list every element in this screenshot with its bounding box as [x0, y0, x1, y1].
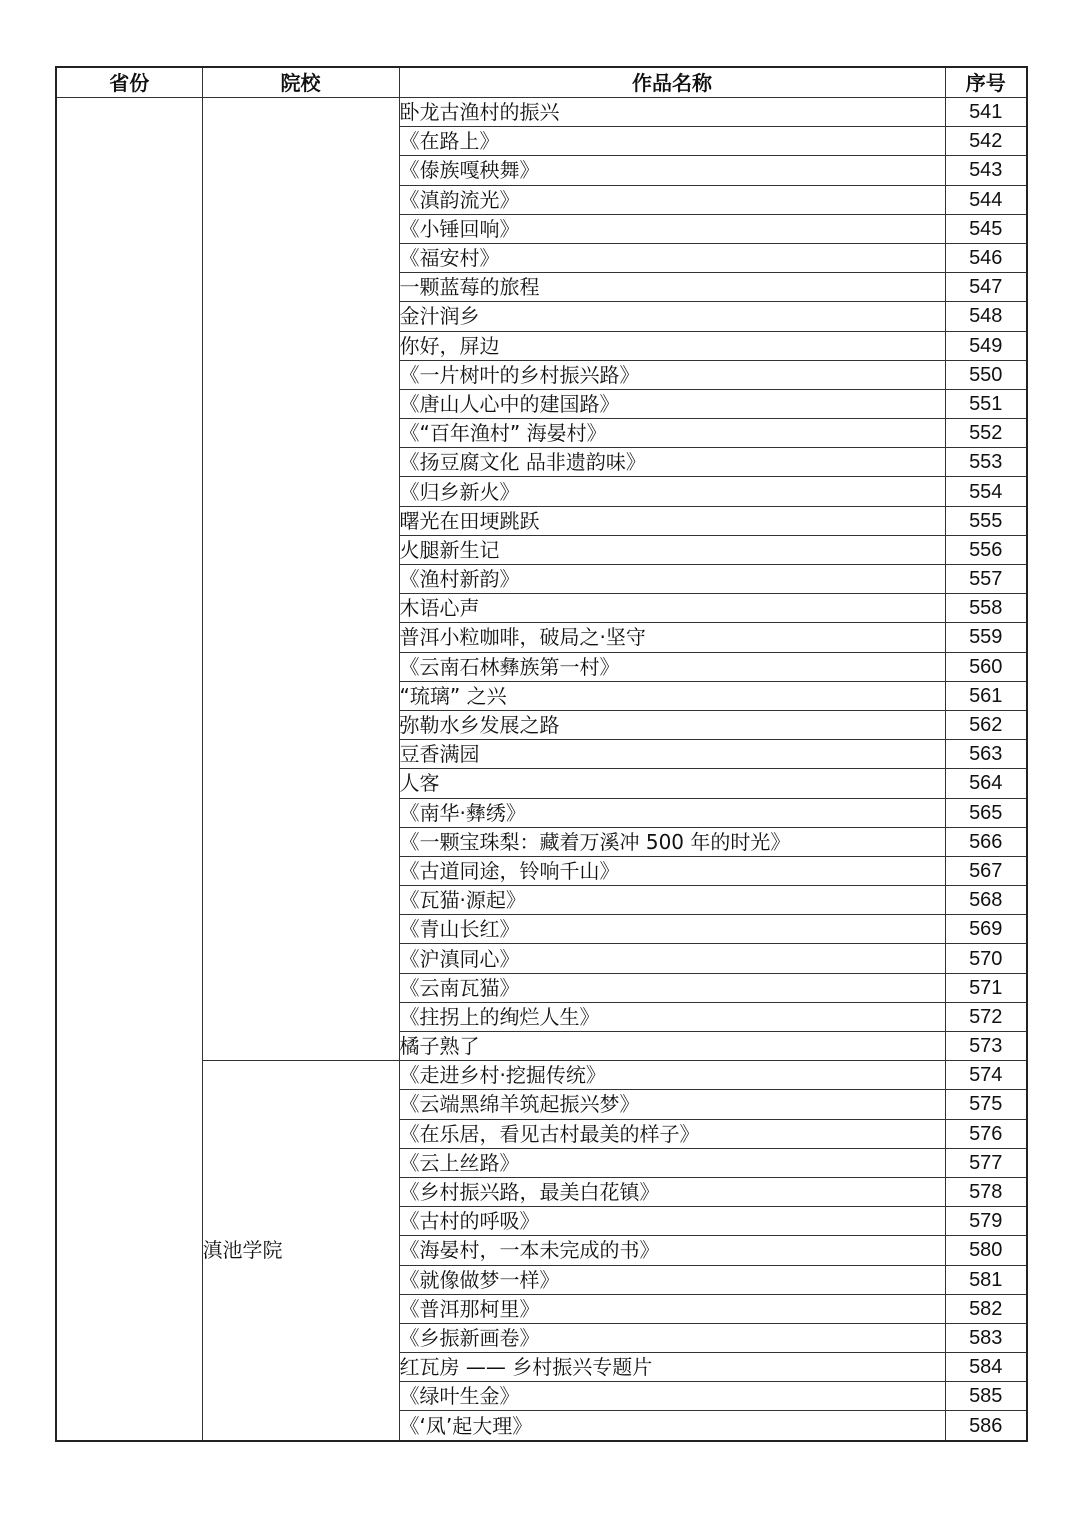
work-name-cell: 曙光在田埂跳跃: [399, 506, 945, 535]
serial-cell: 577: [945, 1148, 1027, 1177]
serial-cell: 570: [945, 944, 1027, 973]
work-name-cell: 一颗蓝莓的旅程: [399, 273, 945, 302]
serial-cell: 557: [945, 565, 1027, 594]
work-name-cell: 《走进乡村·挖掘传统》: [399, 1061, 945, 1090]
serial-cell: 585: [945, 1382, 1027, 1411]
work-name-cell: 火腿新生记: [399, 535, 945, 564]
work-name-cell: 《云端黑绵羊筑起振兴梦》: [399, 1090, 945, 1119]
serial-cell: 569: [945, 915, 1027, 944]
serial-cell: 583: [945, 1323, 1027, 1352]
work-name-cell: 《滇韵流光》: [399, 185, 945, 214]
work-name-cell: 《扬豆腐文化 品非遗韵味》: [399, 448, 945, 477]
works-table: [55, 66, 1028, 1442]
serial-cell: 542: [945, 127, 1027, 156]
serial-cell: 562: [945, 710, 1027, 739]
work-name-cell: 《归乡新火》: [399, 477, 945, 506]
table-row: [56, 98, 1027, 127]
work-name-cell: 《傣族嘎秧舞》: [399, 156, 945, 185]
serial-cell: 567: [945, 856, 1027, 885]
serial-cell: 555: [945, 506, 1027, 535]
serial-cell: 563: [945, 740, 1027, 769]
serial-cell: 550: [945, 360, 1027, 389]
work-name-cell: 红瓦房 —— 乡村振兴专题片: [399, 1353, 945, 1382]
province-cell: [56, 98, 202, 1441]
serial-cell: 543: [945, 156, 1027, 185]
header-school: 院校: [202, 67, 399, 98]
school-cell: 滇池学院: [202, 1061, 399, 1441]
work-name-cell: 弥勒水乡发展之路: [399, 710, 945, 739]
serial-cell: 553: [945, 448, 1027, 477]
work-name-cell: 《一颗宝珠梨：藏着万溪冲 500 年的时光》: [399, 827, 945, 856]
serial-cell: 572: [945, 1002, 1027, 1031]
work-name-cell: 金汁润乡: [399, 302, 945, 331]
work-name-cell: 《“百年渔村” 海晏村》: [399, 419, 945, 448]
work-name-cell: 《拄拐上的绚烂人生》: [399, 1002, 945, 1031]
work-name-cell: 《绿叶生金》: [399, 1382, 945, 1411]
header-work-name: 作品名称: [399, 67, 945, 98]
work-name-cell: 橘子熟了: [399, 1032, 945, 1061]
work-name-cell: 人客: [399, 769, 945, 798]
serial-cell: 544: [945, 185, 1027, 214]
work-name-cell: 豆香满园: [399, 740, 945, 769]
work-name-cell: 普洱小粒咖啡，破局之·坚守: [399, 623, 945, 652]
serial-cell: 556: [945, 535, 1027, 564]
serial-cell: 576: [945, 1119, 1027, 1148]
serial-cell: 560: [945, 652, 1027, 681]
serial-cell: 582: [945, 1294, 1027, 1323]
serial-cell: 566: [945, 827, 1027, 856]
serial-cell: 541: [945, 98, 1027, 127]
serial-cell: 549: [945, 331, 1027, 360]
work-name-cell: 《小锤回响》: [399, 214, 945, 243]
table-body: [56, 98, 1027, 1441]
work-name-cell: 《沪滇同心》: [399, 944, 945, 973]
work-name-cell: 《在乐居，看见古村最美的样子》: [399, 1119, 945, 1148]
table-header-row: [56, 67, 1027, 98]
serial-cell: 561: [945, 681, 1027, 710]
serial-cell: 580: [945, 1236, 1027, 1265]
serial-cell: 568: [945, 886, 1027, 915]
work-name-cell: 《普洱那柯里》: [399, 1294, 945, 1323]
work-name-cell: 《云南石林彝族第一村》: [399, 652, 945, 681]
work-name-cell: 《乡振新画卷》: [399, 1323, 945, 1352]
work-name-cell: 《一片树叶的乡村振兴路》: [399, 360, 945, 389]
serial-cell: 564: [945, 769, 1027, 798]
work-name-cell: 木语心声: [399, 594, 945, 623]
header-province: 省份: [56, 67, 202, 98]
work-name-cell: 《在路上》: [399, 127, 945, 156]
work-name-cell: 《‘凤’起大理》: [399, 1411, 945, 1441]
serial-cell: 573: [945, 1032, 1027, 1061]
serial-cell: 548: [945, 302, 1027, 331]
work-name-cell: 《云上丝路》: [399, 1148, 945, 1177]
work-name-cell: 《渔村新韵》: [399, 565, 945, 594]
serial-cell: 578: [945, 1177, 1027, 1206]
serial-cell: 546: [945, 243, 1027, 272]
serial-cell: 547: [945, 273, 1027, 302]
work-name-cell: 《瓦猫·源起》: [399, 886, 945, 915]
serial-cell: 586: [945, 1411, 1027, 1441]
serial-cell: 575: [945, 1090, 1027, 1119]
serial-cell: 559: [945, 623, 1027, 652]
work-name-cell: 《青山长红》: [399, 915, 945, 944]
work-name-cell: 《唐山人心中的建国路》: [399, 389, 945, 418]
work-name-cell: 《古村的呼吸》: [399, 1207, 945, 1236]
serial-cell: 571: [945, 973, 1027, 1002]
work-name-cell: 《海晏村，一本未完成的书》: [399, 1236, 945, 1265]
work-name-cell: 《福安村》: [399, 243, 945, 272]
serial-cell: 554: [945, 477, 1027, 506]
table-row: [56, 1061, 1027, 1090]
work-name-cell: 《南华·彝绣》: [399, 798, 945, 827]
serial-cell: 565: [945, 798, 1027, 827]
serial-cell: 558: [945, 594, 1027, 623]
work-name-cell: 《古道同途，铃响千山》: [399, 856, 945, 885]
work-name-cell: “琉璃” 之兴: [399, 681, 945, 710]
serial-cell: 581: [945, 1265, 1027, 1294]
serial-cell: 579: [945, 1207, 1027, 1236]
work-name-cell: 《乡村振兴路，最美白花镇》: [399, 1177, 945, 1206]
serial-cell: 584: [945, 1353, 1027, 1382]
school-cell: [202, 98, 399, 1061]
work-name-cell: 你好，屏边: [399, 331, 945, 360]
serial-cell: 545: [945, 214, 1027, 243]
header-serial: 序号: [945, 67, 1027, 98]
work-name-cell: 《云南瓦猫》: [399, 973, 945, 1002]
serial-cell: 552: [945, 419, 1027, 448]
serial-cell: 574: [945, 1061, 1027, 1090]
work-name-cell: 卧龙古渔村的振兴: [399, 98, 945, 127]
serial-cell: 551: [945, 389, 1027, 418]
work-name-cell: 《就像做梦一样》: [399, 1265, 945, 1294]
